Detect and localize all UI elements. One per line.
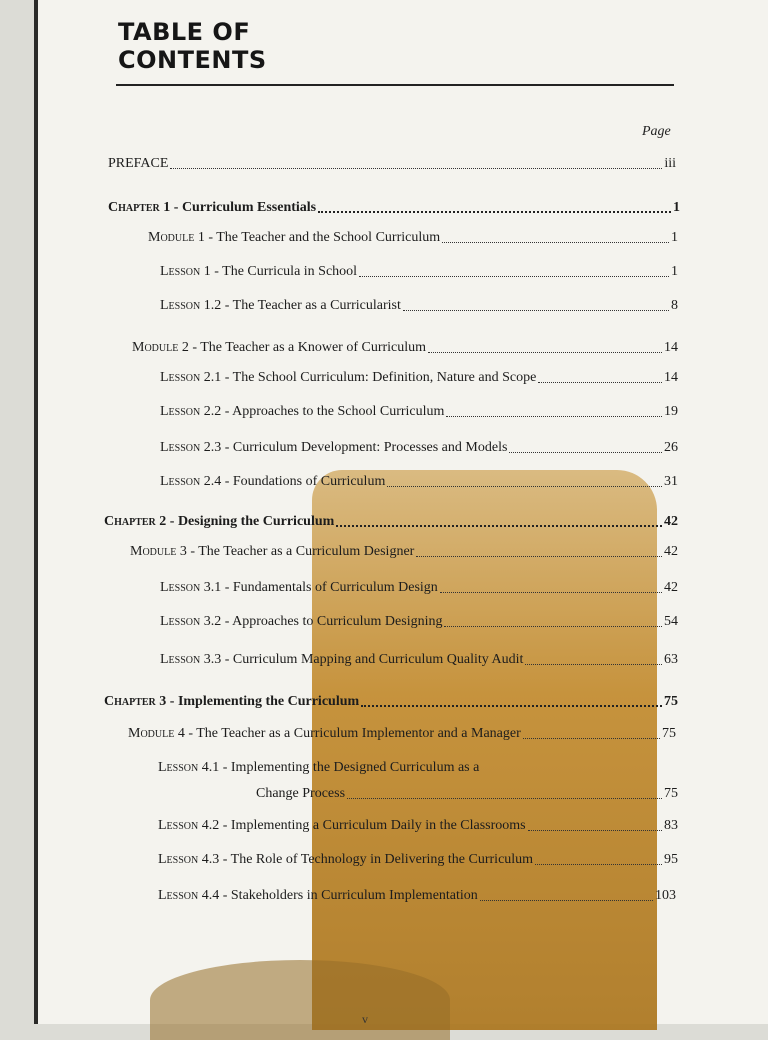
dot-leader <box>403 310 669 311</box>
entry-kind: Lesson <box>160 474 201 489</box>
dot-leader <box>535 864 662 865</box>
toc-entry-module-4[interactable] <box>128 726 676 742</box>
dot-leader <box>347 798 662 799</box>
entry-label <box>160 440 507 456</box>
entry-first-line <box>158 760 479 776</box>
entry-kind: Lesson <box>160 614 201 629</box>
entry-kind: Lesson <box>160 652 201 667</box>
entry-label <box>160 298 401 314</box>
entry-title: 3 - Implementing the Curriculum <box>155 694 360 709</box>
dot-leader <box>528 830 662 831</box>
entry-page: 14 <box>664 370 678 385</box>
entry-page: 95 <box>664 852 678 867</box>
dot-leader <box>416 556 662 557</box>
entry-page: 1 <box>671 230 678 245</box>
entry-kind: Chapter <box>108 200 160 215</box>
entry-title: 3.3 - Curriculum Mapping and Curriculum Quality Audit <box>200 652 524 667</box>
book-spine <box>34 0 38 1024</box>
entry-page: 8 <box>671 298 678 313</box>
entry-label <box>158 760 479 775</box>
entry-label <box>128 726 521 742</box>
toc-entry-lesson-2-4[interactable] <box>160 474 678 490</box>
entry-label <box>160 474 385 490</box>
entry-page: 31 <box>664 474 678 489</box>
toc-entry-lesson-4-1[interactable] <box>158 786 678 802</box>
entry-kind: Chapter <box>104 514 156 529</box>
page-title <box>118 18 267 74</box>
dot-leader <box>444 626 662 627</box>
toc-entry-lesson-2-2[interactable] <box>160 404 678 420</box>
entry-label <box>158 852 533 868</box>
entry-title: 4.3 - The Role of Technology in Delivering the Curriculum <box>198 852 534 867</box>
entry-kind: Lesson <box>160 370 201 385</box>
entry-title: 2.3 - Curriculum Development: Processes and Models <box>200 440 508 455</box>
entry-page: 1 <box>671 264 678 279</box>
entry-label <box>132 340 426 356</box>
entry-kind: Module <box>132 340 179 355</box>
entry-page: 19 <box>664 404 678 419</box>
entry-page: iii <box>664 156 676 171</box>
entry-kind: Lesson <box>160 404 201 419</box>
entry-title: 3 - The Teacher as a Curriculum Designer <box>176 544 415 559</box>
toc-entry-lesson-2-3[interactable] <box>160 440 678 456</box>
entry-kind: Module <box>128 726 175 741</box>
entry-title: 2 - Designing the Curriculum <box>155 514 335 529</box>
entry-kind: Module <box>148 230 195 245</box>
entry-label <box>158 818 526 834</box>
dot-leader <box>428 352 662 353</box>
entry-title: 1 - The Teacher and the School Curriculum <box>194 230 441 245</box>
toc-entry-module-2[interactable] <box>132 340 678 356</box>
entry-title-continued: Change Process <box>256 786 346 801</box>
entry-label <box>104 694 359 710</box>
entry-title: 4.2 - Implementing a Curriculum Daily in the Classrooms <box>198 818 526 833</box>
entry-page: 42 <box>664 544 678 559</box>
entry-page: 75 <box>662 726 676 741</box>
entry-kind: Lesson <box>158 888 199 903</box>
toc-entry-lesson-3-3[interactable] <box>160 652 678 668</box>
dot-leader <box>336 525 662 527</box>
entry-kind: Lesson <box>158 760 199 775</box>
dot-leader <box>538 382 662 383</box>
entry-label <box>160 264 357 280</box>
dot-leader <box>509 452 662 453</box>
entry-page: 54 <box>664 614 678 629</box>
toc-entry-lesson-1[interactable] <box>160 264 678 280</box>
entry-label <box>148 230 440 246</box>
toc-entry-module-3[interactable] <box>130 544 678 560</box>
entry-page: 1 <box>673 200 680 215</box>
entry-title: 1 - Curriculum Essentials <box>159 200 317 215</box>
entry-title: 1 - The Curricula in School <box>200 264 358 279</box>
entry-page: 14 <box>664 340 678 355</box>
entry-page: 42 <box>664 514 678 529</box>
dot-leader <box>440 592 662 593</box>
page-number: v <box>362 1012 368 1026</box>
dot-leader <box>318 211 671 213</box>
toc-entry-lesson-4-2[interactable] <box>158 818 678 834</box>
toc-entry-module-1[interactable] <box>148 230 678 246</box>
dot-leader <box>480 900 653 901</box>
entry-label <box>108 200 316 216</box>
dot-leader <box>442 242 669 243</box>
entry-kind: Lesson <box>160 298 201 313</box>
stain-overlay-bottom <box>150 960 450 1040</box>
title-line-2: CONTENTS <box>118 46 267 74</box>
entry-page: 63 <box>664 652 678 667</box>
toc-entry-chapter-1[interactable] <box>108 200 680 216</box>
entry-kind: Module <box>130 544 177 559</box>
entry-kind: Lesson <box>160 580 201 595</box>
toc-entry-lesson-3-1[interactable] <box>160 580 678 596</box>
entry-label <box>130 544 414 560</box>
page-column-header: Page <box>642 124 671 139</box>
dot-leader <box>387 486 662 487</box>
entry-page: 75 <box>664 786 678 801</box>
entry-kind: Lesson <box>160 264 201 279</box>
entry-title: 4.1 - Implementing the Designed Curriculum as a <box>198 760 480 775</box>
entry-page: 83 <box>664 818 678 833</box>
entry-title: PREFACE <box>108 156 169 171</box>
dot-leader <box>523 738 660 739</box>
entry-label <box>160 580 438 596</box>
entry-label <box>160 370 536 386</box>
entry-title: 3.1 - Fundamentals of Curriculum Design <box>200 580 438 595</box>
entry-title: 2.2 - Approaches to the School Curriculum <box>200 404 445 419</box>
entry-label <box>160 614 442 630</box>
entry-kind: Lesson <box>158 852 199 867</box>
entry-label <box>158 888 478 904</box>
entry-label <box>160 404 444 420</box>
entry-label <box>104 514 334 530</box>
title-line-1: TABLE OF <box>118 18 251 46</box>
entry-title: 1.2 - The Teacher as a Curricularist <box>200 298 401 313</box>
entry-page: 103 <box>655 888 676 903</box>
toc-entry-lesson-3-2[interactable] <box>160 614 678 630</box>
toc-entry-preface[interactable] <box>108 156 676 172</box>
dot-leader <box>359 276 669 277</box>
dot-leader <box>170 168 662 169</box>
toc-entry-lesson-4-4[interactable] <box>158 888 676 904</box>
toc-entry-lesson-1-2[interactable] <box>160 298 678 314</box>
entry-title: 2.1 - The School Curriculum: Definition, Nature and Scope <box>200 370 537 385</box>
toc-entry-chapter-2[interactable] <box>104 514 678 530</box>
entry-title: 2.4 - Foundations of Curriculum <box>200 474 386 489</box>
toc-entry-lesson-2-1[interactable] <box>160 370 678 386</box>
entry-kind: Lesson <box>158 818 199 833</box>
title-rule <box>116 84 674 86</box>
dot-leader <box>361 705 662 707</box>
entry-page: 42 <box>664 580 678 595</box>
entry-title: 4 - The Teacher as a Curriculum Implementor and a Manager <box>174 726 521 741</box>
toc-entry-lesson-4-3[interactable] <box>158 852 678 868</box>
entry-title: 3.2 - Approaches to Curriculum Designing <box>200 614 443 629</box>
entry-page: 26 <box>664 440 678 455</box>
entry-kind: Lesson <box>160 440 201 455</box>
dot-leader <box>525 664 662 665</box>
entry-title: 4.4 - Stakeholders in Curriculum Implementation <box>198 888 478 903</box>
entry-label <box>160 652 523 668</box>
entry-title: 2 - The Teacher as a Knower of Curriculum <box>178 340 427 355</box>
entry-kind: Chapter <box>104 694 156 709</box>
toc-entry-chapter-3[interactable] <box>104 694 678 710</box>
dot-leader <box>446 416 662 417</box>
entry-page: 75 <box>664 694 678 709</box>
